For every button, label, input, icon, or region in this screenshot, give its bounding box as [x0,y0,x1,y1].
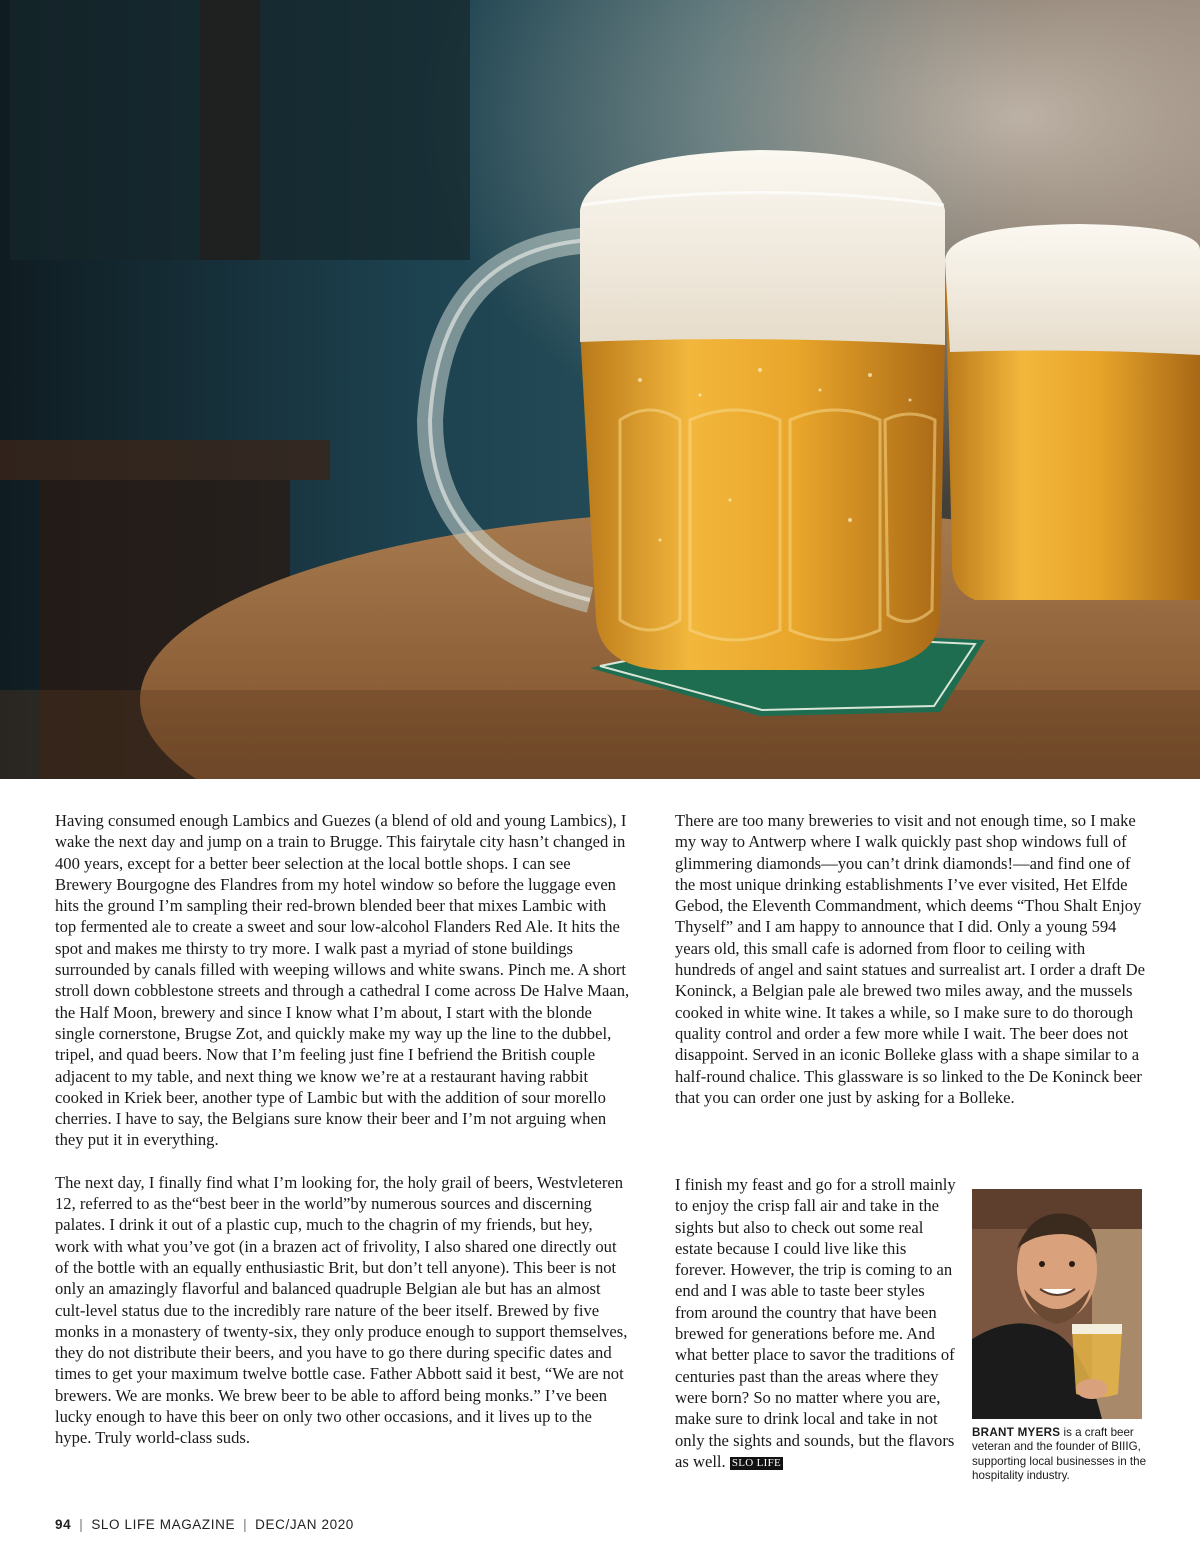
magazine-name: SLO LIFE MAGAZINE [91,1517,236,1532]
author-name: BRANT MYERS [972,1426,1061,1439]
author-photo [972,1189,1142,1419]
article-left-column [55,810,630,1449]
author-bio [972,1426,1152,1484]
page-number: 94 [55,1517,72,1532]
author-description: is a craft beer veteran and the founder of BIIIG, supporting local businesses in the hospitality industry. [972,1426,1147,1483]
end-mark-logo: SLO LIFE [731,1456,782,1469]
paragraph-antwerp: There are too many breweries to visit and not enough time, so I make my way to Antwerp where I walk quickly past shop windows full of glimmering diamonds—you can’t drink diamonds!—and find one of the most unique drinking establishments I’ve ever visited, Het Elfde Gebod, the Eleventh Commandment, which deems “Thou Shalt Enjoy Thyself” and I am happy to announce that I did. Only a young 594 years old, this small cafe is adorned from floor to ceiling with hundreds of angel and saint statues and surrealist art. I order a draft De Koninck, a Belgian pale ale brewed two miles away, and the mussels cooked in white wine. It takes a while, so I make sure to do thorough quality control and order a few more while I wait. The beer does not disappoint. Served in an iconic Bolleke glass with a shape similar to a half-round chalice. This glassware is so linked to the De Koninck beer that you can order one just by asking for a Bolleke. [675,811,1145,1107]
paragraph-closing [675,1174,960,1472]
page-footer [55,1517,354,1532]
author-portrait-illustration [972,1189,1142,1419]
footer-separator: | [79,1517,84,1532]
paragraph-westvleteren: The next day, I finally find what I’m looking for, the holy grail of beers, Westvleteren 12, referred to as the“best beer in the world”by numerous sources and discerning palates. I drink it out of a plastic cup, much to the chagrin of my friends, but hey, work with what you’ve got (in a brazen act of frivolity, I also shared one directly out of the bottle with an equally enthusiastic Brit, but don’t tell anyone). This beer is not only an amazingly flavorful and balanced quadruple Belgian ale but has an almost cult-level status due to the incredibly rare nature of the beer itself. Brewed by five monks in a monastery of twenty-six, they only produce enough to support themselves, they do not distribute their beers, and you have to go there during specific dates and times to get your maximum twelve bottle case. Father Abbott said it best, “We are not brewers. We are monks. We brew beer to be able to afford being monks.” I’ve been lucky enough to have this beer on only two other occasions, and it lives up to the hype. Truly world-class suds. [55,1172,628,1448]
article-right-column-top [675,810,1150,1108]
issue-date: DEC/JAN 2020 [255,1517,354,1532]
footer-separator: | [243,1517,248,1532]
article-right-column-bottom [675,1174,960,1472]
closing-text: I finish my feast and go for a stroll mainly to enjoy the crisp fall air and take in the sights but also to check out some real estate because I could live like this forever. However, the trip is coming to an end and I was able to taste beer styles from around the country that have been brewed for generations before me. And what better place to savor the traditions of centuries past than the areas where they were born? So no matter where you are, make sure to drink local and take in not only the sights and sounds, but the flavors as well. [675,1175,956,1471]
paragraph-brugge: Having consumed enough Lambics and Guezes (a blend of old and young Lambics), I wake the next day and jump on a train to Brugge. This fairytale city hasn’t changed in 400 years, except for a better beer selection at the local bottle shops. I can see Brewery Bourgogne des Flandres from my hotel window so before the luggage even hits the ground I’m sampling their red-brown blended beer that mixes Lambic with top fermented ale to create a sweet and sour low-alcohol Flanders Red Ale. It hits the spot and makes me thirsty to try more. I walk past a myriad of stone buildings surrounded by canals filled with weeping willows and white swans. Pinch me. A short stroll down cobblestone streets and through a cathedral I come across De Halve Maan, the Half Moon, brewery and since I know what I’m about, I start with the blonde single cornerstone, Brugse Zot, and quickly make my way up the line to the dubbel, tripel, and quad beers. Now that I’m feeling just fine I befriend the British couple adjacent to my table, and next thing we know we’re at a restaurant having rabbit cooked in Kriek beer, another type of Lambic but with the addition of sour morello cherries. I have to say, the Belgians sure know their beer and I’m not arguing when they put it in everything. [55,811,630,1150]
